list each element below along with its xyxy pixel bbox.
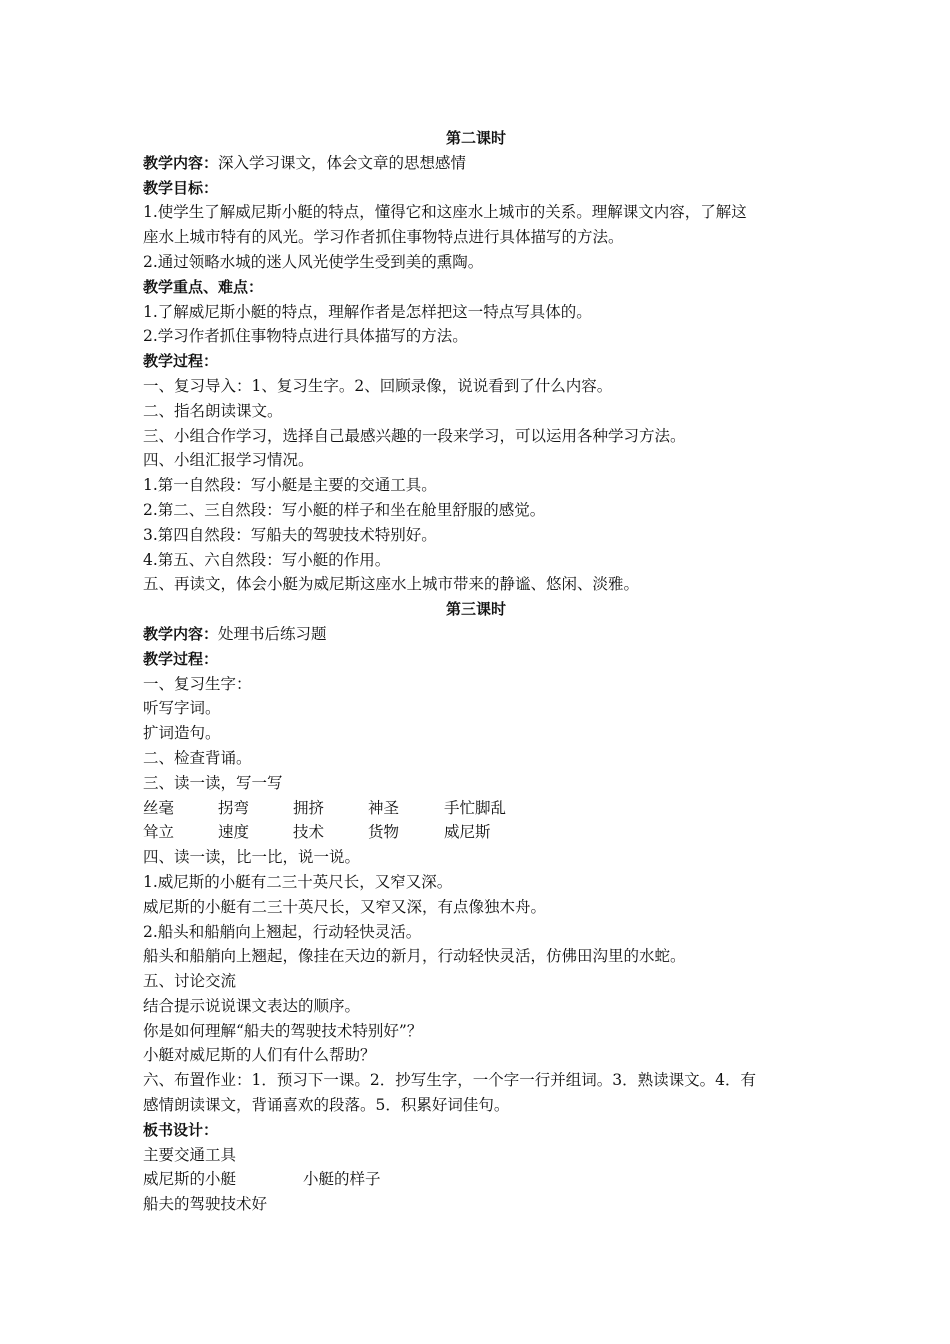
lesson3-process-line: 2.船头和船艄向上翘起，行动轻快灵活。 (143, 922, 422, 941)
lesson3-process-line: 感情朗读课文，背诵喜欢的段落。5．积累好词佳句。 (143, 1096, 510, 1115)
lesson3-process-line: 威尼斯的小艇有二三十英尺长，又窄又深，有点像独木舟。 (143, 897, 547, 916)
lesson2-process-label: 教学过程： (143, 352, 219, 371)
lesson2-process-line: 1.第一自然段：写小艇是主要的交通工具。 (143, 476, 437, 495)
lesson2-process-line: 四、小组汇报学习情况。 (143, 451, 314, 470)
word-item: 神圣 (368, 798, 400, 817)
lesson2-goal-line: 座水上城市特有的风光。学习作者抓住事物特点进行具体描写的方法。 (143, 228, 624, 247)
lesson3-content-row (143, 622, 809, 647)
word-row-2 (143, 820, 809, 845)
lesson3-process-line: 结合提示说说课文表达的顺序。 (143, 996, 361, 1015)
board-line: 主要交通工具 (143, 1145, 237, 1164)
lesson3-process-line: 你是如何理解“船夫的驾驶技术特别好”？ (143, 1021, 423, 1040)
lesson2-process-line: 二、指名朗读课文。 (143, 401, 283, 420)
word-item: 丝毫 (143, 798, 175, 817)
lesson2-title: 第二课时 (445, 129, 506, 147)
lesson3-process-line: 一、复习生字： (143, 674, 252, 693)
lesson3-title: 第三课时 (445, 600, 506, 619)
board-left-item: 威尼斯的小艇 (143, 1170, 237, 1189)
board-line (143, 1167, 809, 1192)
lesson3-process-line: 五、讨论交流 (143, 972, 237, 991)
board-right-item: 小艇的样子 (303, 1170, 381, 1189)
lesson3-process-line: 1.威尼斯的小艇有二三十英尺长，又窄又深。 (143, 872, 453, 891)
lesson3-process-line: 二、检查背诵。 (143, 748, 252, 767)
lesson3-process-line: 三、读一读，写一写 (143, 773, 283, 792)
lesson3-process-line: 四、读一读，比一比，说一说。 (143, 848, 361, 867)
lesson2-goal-line: 2.通过领略水城的迷人风光使学生受到美的熏陶。 (143, 252, 484, 271)
word-row-1 (143, 796, 809, 821)
lesson2-key-line: 1.了解威尼斯小艇的特点，理解作者是怎样把这一特点写具体的。 (143, 302, 592, 321)
lesson2-goals-label: 教学目标： (143, 178, 219, 197)
lesson2-key-label: 教学重点、难点： (143, 277, 264, 296)
lesson2-process-line: 2.第二、三自然段：写小艇的样子和坐在舱里舒服的感觉。 (143, 500, 546, 519)
board-label: 板书设计： (143, 1120, 219, 1139)
document-content (143, 126, 809, 1217)
lesson3-process-label: 教学过程： (143, 649, 219, 668)
word-item: 手忙脚乱 (444, 798, 507, 817)
lesson2-process-line: 3.第四自然段：写船夫的驾驶技术特别好。 (143, 525, 437, 544)
lesson3-process-line: 六、布置作业：1．预习下一课。2．抄写生字，一个字一行并组词。3．熟读课文。4．有 (143, 1071, 756, 1090)
lesson2-process-line: 一、复习导入：1、复习生字。2、回顾录像，说说看到了什么内容。 (143, 376, 613, 395)
lesson3-process-line: 听写字词。 (143, 699, 221, 718)
lesson2-content-label: 教学内容： (143, 153, 219, 172)
lesson3-process-line: 船头和船艄向上翘起，像挂在天边的新月，行动轻快灵活，仿佛田沟里的水蛇。 (143, 947, 686, 966)
word-item: 技术 (293, 823, 325, 842)
word-item: 拐弯 (218, 798, 250, 817)
lesson2-key-line: 2.学习作者抓住事物特点进行具体描写的方法。 (143, 327, 468, 346)
word-item: 威尼斯 (444, 823, 491, 842)
word-item: 货物 (368, 823, 400, 842)
lesson2-process-line: 4.第五、六自然段：写小艇的作用。 (143, 550, 391, 569)
lesson3-content-label: 教学内容： (143, 624, 219, 643)
word-item: 耸立 (143, 823, 175, 842)
lesson3-content-text: 处理书后练习题 (218, 624, 327, 643)
word-item: 速度 (218, 823, 250, 842)
lesson2-content-text: 深入学习课文，体会文章的思想感情 (218, 153, 467, 172)
lesson3-process-line: 扩词造句。 (143, 724, 221, 743)
lesson2-process-line: 五、再读文，体会小艇为威尼斯这座水上城市带来的静谧、悠闲、淡雅。 (143, 575, 640, 594)
lesson2-content-row (143, 151, 809, 176)
lesson2-goal-line: 1.使学生了解威尼斯小艇的特点，懂得它和这座水上城市的关系。理解课文内容，了解这 (143, 203, 747, 222)
board-line: 船夫的驾驶技术好 (143, 1195, 268, 1214)
lesson2-process-line: 三、小组合作学习，选择自己最感兴趣的一段来学习，可以运用各种学习方法。 (143, 426, 686, 445)
word-item: 拥挤 (293, 798, 325, 817)
lesson3-process-line: 小艇对威尼斯的人们有什么帮助？ (143, 1046, 376, 1065)
